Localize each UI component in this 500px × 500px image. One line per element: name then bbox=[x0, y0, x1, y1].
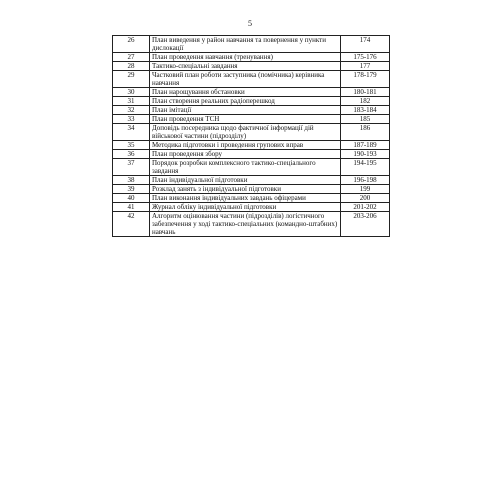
table-row bbox=[113, 194, 390, 203]
table-row bbox=[113, 124, 390, 141]
table-row bbox=[113, 185, 390, 194]
row-title: План проведення збору bbox=[150, 150, 341, 159]
row-number: 27 bbox=[113, 53, 150, 62]
row-pages: 178-179 bbox=[341, 71, 390, 88]
contents-table bbox=[112, 35, 390, 237]
row-pages: 200 bbox=[341, 194, 390, 203]
row-pages: 201-202 bbox=[341, 203, 390, 212]
row-number: 36 bbox=[113, 150, 150, 159]
table-row bbox=[113, 150, 390, 159]
row-pages: 190-193 bbox=[341, 150, 390, 159]
row-number: 41 bbox=[113, 203, 150, 212]
row-number: 29 bbox=[113, 71, 150, 88]
row-pages: 183-184 bbox=[341, 106, 390, 115]
row-number: 42 bbox=[113, 212, 150, 237]
row-pages: 187-189 bbox=[341, 141, 390, 150]
row-title: План виведення у район навчання та повернення у пункти дислокації bbox=[150, 36, 341, 53]
row-title: План проведення навчання (тренування) bbox=[150, 53, 341, 62]
row-title: Порядок розробки комплексного тактико-спеціального завдання bbox=[150, 159, 341, 176]
row-number: 33 bbox=[113, 115, 150, 124]
row-number: 38 bbox=[113, 176, 150, 185]
row-title: План проведення ТСН bbox=[150, 115, 341, 124]
row-pages: 180-181 bbox=[341, 88, 390, 97]
table-row bbox=[113, 97, 390, 106]
row-pages: 175-176 bbox=[341, 53, 390, 62]
row-title: Алгоритм оцінювання частини (підрозділів) логістичного забезпечення у ході тактико-спеціальних (командно-штабних) навчань bbox=[150, 212, 341, 237]
table-row bbox=[113, 159, 390, 176]
row-title: Розклад занять з індивідуальної підготовки bbox=[150, 185, 341, 194]
row-number: 35 bbox=[113, 141, 150, 150]
row-title: Журнал обліку індивідуальної підготовки bbox=[150, 203, 341, 212]
table-row bbox=[113, 115, 390, 124]
table-row bbox=[113, 203, 390, 212]
table-row bbox=[113, 53, 390, 62]
row-title: План створення реальних радіоперешкод bbox=[150, 97, 341, 106]
table-row bbox=[113, 36, 390, 53]
row-number: 26 bbox=[113, 36, 150, 53]
row-number: 40 bbox=[113, 194, 150, 203]
table-row bbox=[113, 88, 390, 97]
row-number: 39 bbox=[113, 185, 150, 194]
row-number: 34 bbox=[113, 124, 150, 141]
table-row bbox=[113, 212, 390, 237]
table-row bbox=[113, 62, 390, 71]
row-pages: 185 bbox=[341, 115, 390, 124]
row-number: 28 bbox=[113, 62, 150, 71]
row-number: 37 bbox=[113, 159, 150, 176]
row-title: Частковий план роботи заступника (помічника) керівника навчання bbox=[150, 71, 341, 88]
row-number: 30 bbox=[113, 88, 150, 97]
row-title: Доповідь посередника щодо фактичної інформації дій військової частини (підрозділу) bbox=[150, 124, 341, 141]
row-title: Методика підготовки і проведення групових вправ bbox=[150, 141, 341, 150]
row-title: План індивідуальної підготовки bbox=[150, 176, 341, 185]
row-pages: 203-206 bbox=[341, 212, 390, 237]
table-row bbox=[113, 141, 390, 150]
table-row bbox=[113, 71, 390, 88]
row-pages: 199 bbox=[341, 185, 390, 194]
row-title: План імітації bbox=[150, 106, 341, 115]
page-number: 5 bbox=[248, 19, 252, 28]
row-title: План нарощування обстановки bbox=[150, 88, 341, 97]
contents-table-body bbox=[113, 36, 390, 237]
row-title: Тактико-спеціальні завдання bbox=[150, 62, 341, 71]
row-pages: 177 bbox=[341, 62, 390, 71]
row-pages: 194-195 bbox=[341, 159, 390, 176]
row-pages: 174 bbox=[341, 36, 390, 53]
row-number: 32 bbox=[113, 106, 150, 115]
row-pages: 186 bbox=[341, 124, 390, 141]
row-pages: 182 bbox=[341, 97, 390, 106]
row-title: План виконання індивідуальних завдань офіцерами bbox=[150, 194, 341, 203]
table-row bbox=[113, 176, 390, 185]
row-pages: 196-198 bbox=[341, 176, 390, 185]
row-number: 31 bbox=[113, 97, 150, 106]
table-row bbox=[113, 106, 390, 115]
